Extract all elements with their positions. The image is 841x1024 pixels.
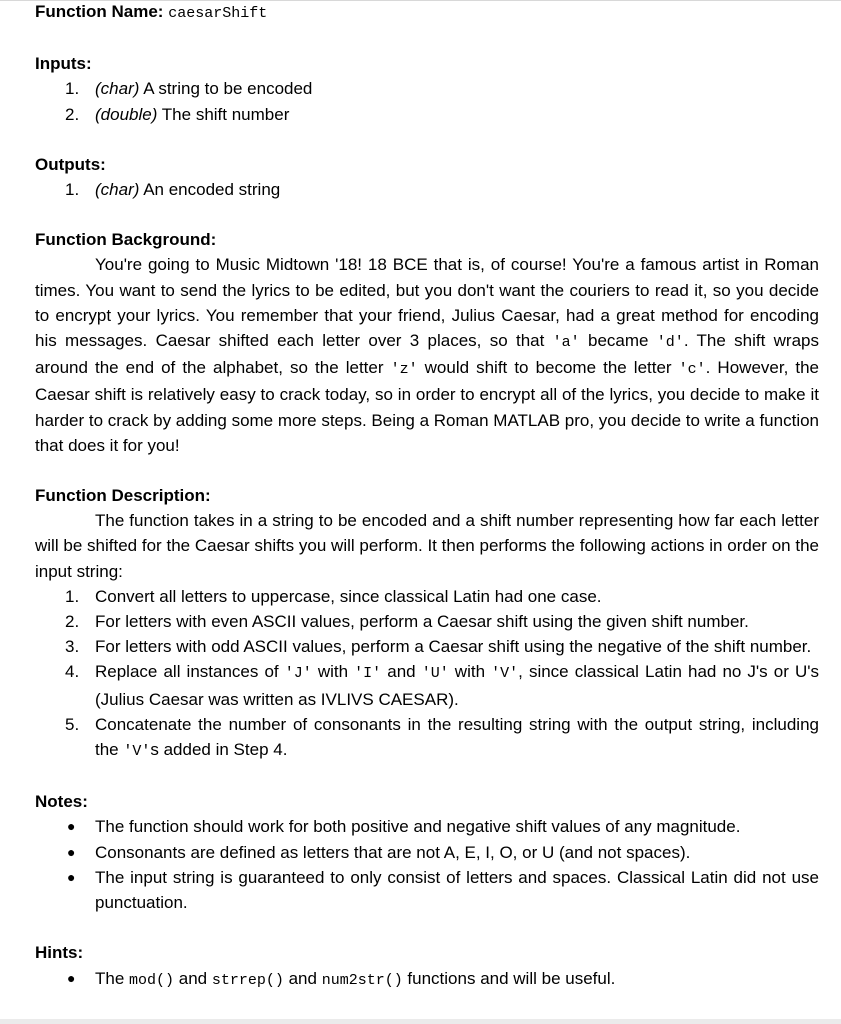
- hints-section: [35, 940, 819, 992]
- assignment-document: [35, 0, 819, 993]
- note-item: ● The input string is guaranteed to only consist of letters and spaces. Classical Latin did not use punctuation.: [35, 865, 819, 915]
- step-item: 1. Convert all letters to uppercase, since classical Latin had one case.: [65, 586, 602, 606]
- note-item: ● Consonants are defined as letters that are not A, E, I, O, or U (and not spaces).: [35, 840, 819, 865]
- background-heading: Function Background:: [35, 230, 217, 250]
- step-item: 3. For letters with odd ASCII values, perform a Caesar shift using the negative of the shift number.: [65, 637, 812, 657]
- background-section: [35, 227, 819, 458]
- inputs-section: [35, 51, 819, 127]
- description-heading: Function Description:: [35, 486, 211, 506]
- hints-heading: Hints:: [35, 943, 84, 963]
- notes-section: [35, 789, 819, 915]
- step-item: 4. Replace all instances of 'J' with 'I' and 'U' with 'V', since classical Latin had no J's or U's (Julius Caesar was written as IVLIVS CAESAR).: [65, 662, 819, 709]
- input-item: 1. (char) A string to be encoded: [65, 79, 313, 99]
- bullet-icon: ●: [67, 868, 76, 885]
- bullet-icon: ●: [67, 818, 76, 835]
- hint-item: ● The mod() and strrep() and num2str() functions and will be useful.: [35, 966, 819, 993]
- notes-heading: Notes:: [35, 792, 88, 812]
- description-intro: The function takes in a string to be encoded and a shift number representing how far each letter will be shifted for the Caesar shifts you will perform. It then performs the following actions in order on the input string:: [35, 511, 819, 581]
- note-item: ● The function should work for both positive and negative shift values of any magnitude.: [35, 814, 819, 839]
- description-section: [35, 483, 819, 764]
- background-paragraph: You're going to Music Midtown '18! 18 BCE that is, of course! You're a famous artist in Roman times. You want to send the lyrics to be edited, but you don't want the couriers to read it, so you decide to encrypt your lyrics. You remember that your friend, Julius Caesar, had a great method for encoding his messages. Caesar shifted each letter over 3 places, so that 'a' became 'd'. The shift wraps around the end of the alphabet, so the letter 'z' would shift to become the letter 'c'. However, the Caesar shift is relatively easy to crack today, so in order to encrypt all of the lyrics, you decide to make it harder to crack by adding some more steps. Being a Roman MATLAB pro, you decide to write a function that does it for you!: [35, 255, 819, 455]
- outputs-section: [35, 152, 819, 202]
- input-item: 2. (double) The shift number: [65, 104, 290, 124]
- output-item: 1. (char) An encoded string: [65, 180, 281, 200]
- function-name-line: [35, 0, 819, 26]
- function-name-value: caesarShift: [168, 5, 268, 22]
- bottom-divider: [0, 1019, 841, 1024]
- outputs-heading: Outputs:: [35, 154, 106, 174]
- step-item: 5. Concatenate the number of consonants in the resulting string with the output string, including the 'V's added in Step 4.: [65, 714, 819, 761]
- function-name-label: Function Name:: [35, 2, 164, 21]
- step-item: 2. For letters with even ASCII values, perform a Caesar shift using the given shift number.: [65, 612, 749, 632]
- bullet-icon: ●: [67, 843, 76, 860]
- inputs-heading: Inputs:: [35, 54, 92, 74]
- bullet-icon: ●: [67, 969, 76, 986]
